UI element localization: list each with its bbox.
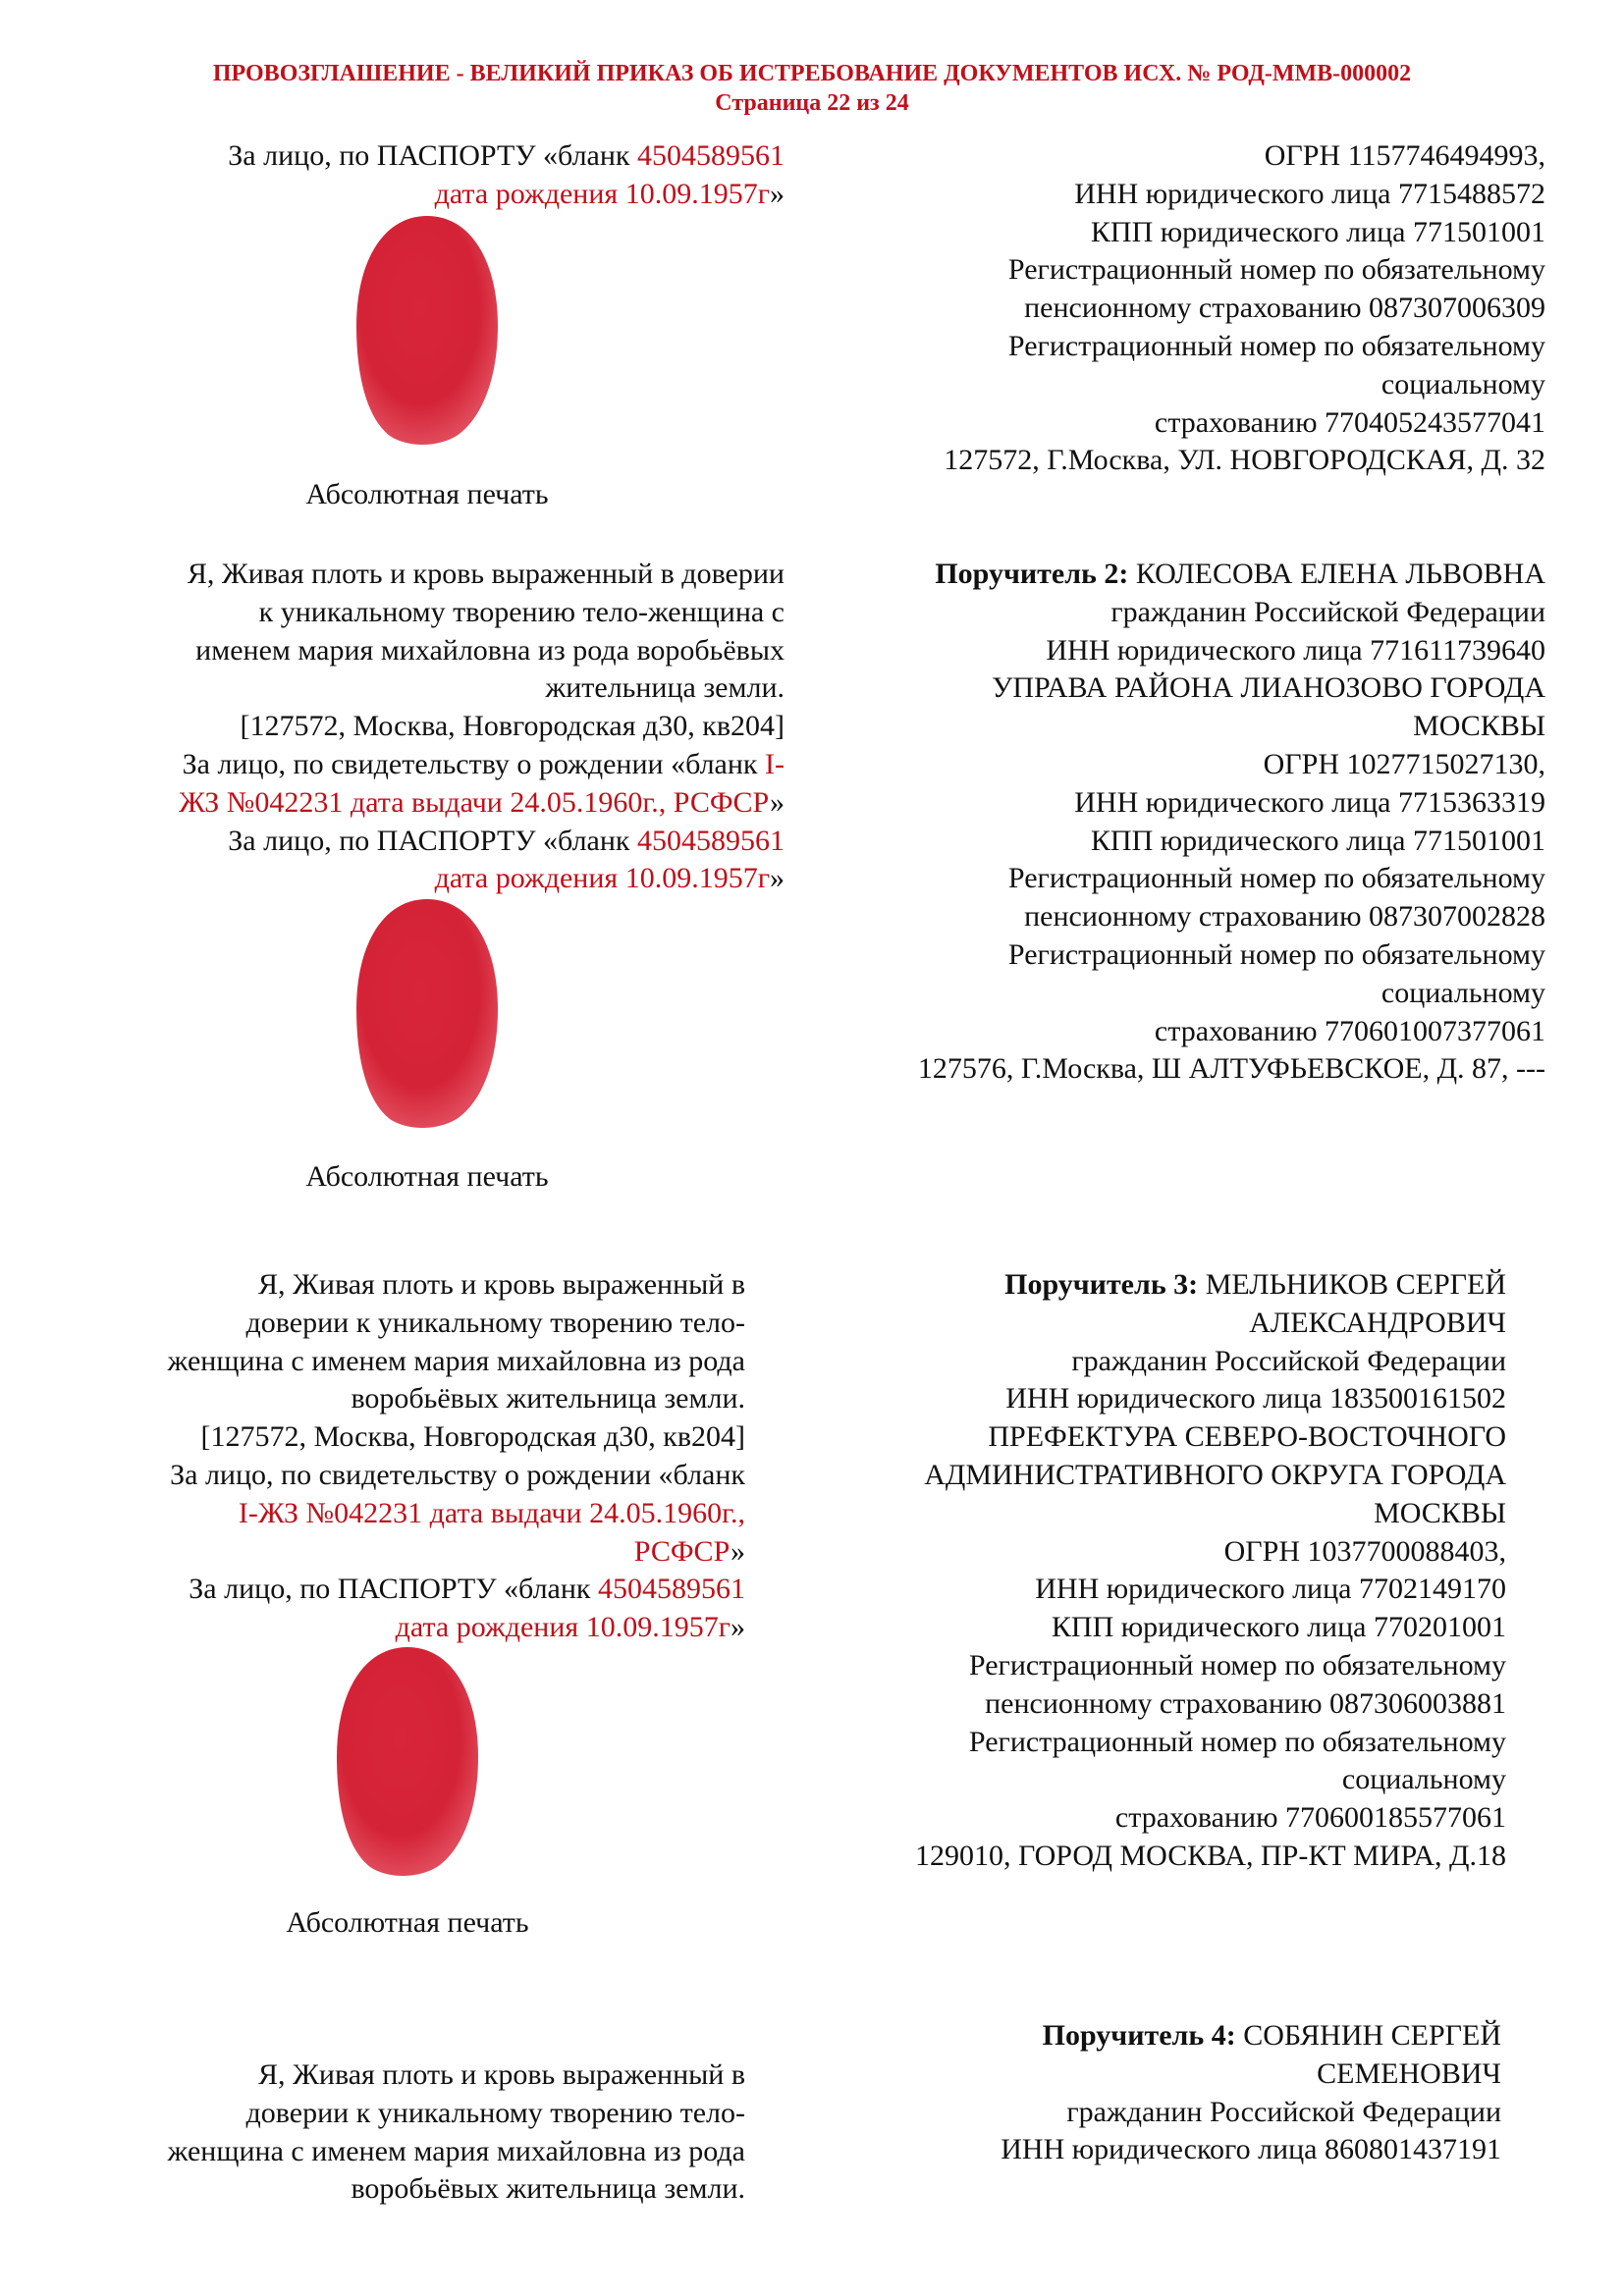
seal-caption: Абсолютная печать (286, 1906, 529, 1939)
company-block-1: ОГРН 1157746494993, ИНН юридического лица 7715488572 КПП юридического лица 771501001 Регистрационный номер по обязательному пенсионному страхованию 087307006309 Регистрационный номер по обязательному социальному страхованию 770405243577041 127572, Г.Москва, УЛ. НОВГОРОДСКАЯ, Д. 32 (944, 139, 1545, 477)
document-title: ПРОВОЗГЛАШЕНИЕ - ВЕЛИКИЙ ПРИКАЗ ОБ ИСТРЕБОВАНИЕ ДОКУМЕНТОВ ИСХ. № РОД-ММВ-000002 (212, 61, 1412, 86)
guarantor-label: Поручитель 4: (1042, 2019, 1236, 2052)
seal-caption: Абсолютная печать (305, 478, 549, 510)
birth-date-line: дата рождения 10.09.1957г» (434, 177, 785, 210)
party-block-2: Я, Живая плоть и кровь выраженный в доверии к уникальному творению тело-женщина с именем мария михайловна из рода воробьёвых жительница земли. [127572, Москва, Новгородская д30, кв204] За лицо, по свидетельству о рождении «бланк I- ЖЗ №042231 дата выдачи 24.05.1960г., РСФСР» За лицо, по ПАСПОРТУ «бланк 4504589561 дата рождения 10.09.1957г» (179, 556, 785, 898)
guarantor-4-block: Поручитель 4: СОБЯНИН СЕРГЕЙ СЕМЕНОВИЧ гражданин Российской Федерации ИНН юридического лица 860801437191 (1001, 2019, 1501, 2166)
fingerprint-seal-3 (329, 1639, 486, 1885)
birth-certificate-line: За лицо, по свидетельству о рождении «бланк I- (182, 747, 785, 780)
party-block-4: Я, Живая плоть и кровь выраженный в доверии к уникальному творению тело- женщина с именем мария михайловна из рода воробьёвых жительница земли. (167, 2058, 745, 2206)
passport-line: За лицо, по ПАСПОРТУ «бланк 4504589561 (228, 139, 785, 172)
party-block-3: Я, Живая плоть и кровь выраженный в доверии к уникальному творению тело- женщина с именем мария михайловна из рода воробьёвых жительница земли. [127572, Москва, Новгородская д30, кв204] За лицо, по свидетельству о рождении «бланк I-ЖЗ №042231 дата выдачи 24.05.1960г., РСФСР» За лицо, по ПАСПОРТУ «бланк 4504589561 дата рождения 10.09.1957г» (168, 1266, 745, 1647)
guarantor-3-block: Поручитель 3: МЕЛЬНИКОВ СЕРГЕЙ АЛЕКСАНДРОВИЧ гражданин Российской Федерации ИНН юридического лица 183500161502 ПРЕФЕКТУРА СЕВЕРО-ВОСТОЧНОГО АДМИНИСТРАТИВНОГО ОКРУГА ГОРОДА МОСКВЫ ОГРН 1037700088403, ИНН юридического лица 7702149170 КПП юридического лица 770201001 Регистрационный номер по обязательному пенсионному страхованию 087306003881 Регистрационный номер по обязательному социальному страхованию 770600185577061 129010, ГОРОД МОСКВА, ПР-КТ МИРА, Д.18 (915, 1268, 1506, 1872)
passport-line: За лицо, по ПАСПОРТУ «бланк 4504589561 (189, 1573, 745, 1606)
passport-line: За лицо, по ПАСПОРТУ «бланк 4504589561 (228, 824, 785, 857)
fingerprint-seal-1 (349, 208, 506, 454)
seal-caption: Абсолютная печать (305, 1160, 549, 1193)
guarantor-label: Поручитель 2: (935, 558, 1129, 590)
guarantor-2-block: Поручитель 2: КОЛЕСОВА ЕЛЕНА ЛЬВОВНА гражданин Российской Федерации ИНН юридического лица 771611739640 УПРАВА РАЙОНА ЛИАНОЗОВО ГОРОДА МОСКВЫ ОГРН 1027715027130, ИНН юридического лица 7715363319 КПП юридического лица 771501001 Регистрационный номер по обязательному пенсионному страхованию 087307002828 Регистрационный номер по обязательному социальному страхованию 770601007377061 127576, Г.Москва, Ш АЛТУФЬЕВСКОЕ, Д. 87, --- (917, 558, 1545, 1086)
birth-date-line: дата рождения 10.09.1957г» (395, 1611, 745, 1644)
guarantor-label: Поручитель 3: (1004, 1268, 1199, 1301)
page-number: Страница 22 из 24 (715, 90, 909, 116)
fingerprint-seal-2 (349, 891, 506, 1137)
party-block-1 (228, 137, 785, 214)
document-header (0, 59, 1624, 118)
birth-date-line: дата рождения 10.09.1957г» (434, 862, 785, 895)
